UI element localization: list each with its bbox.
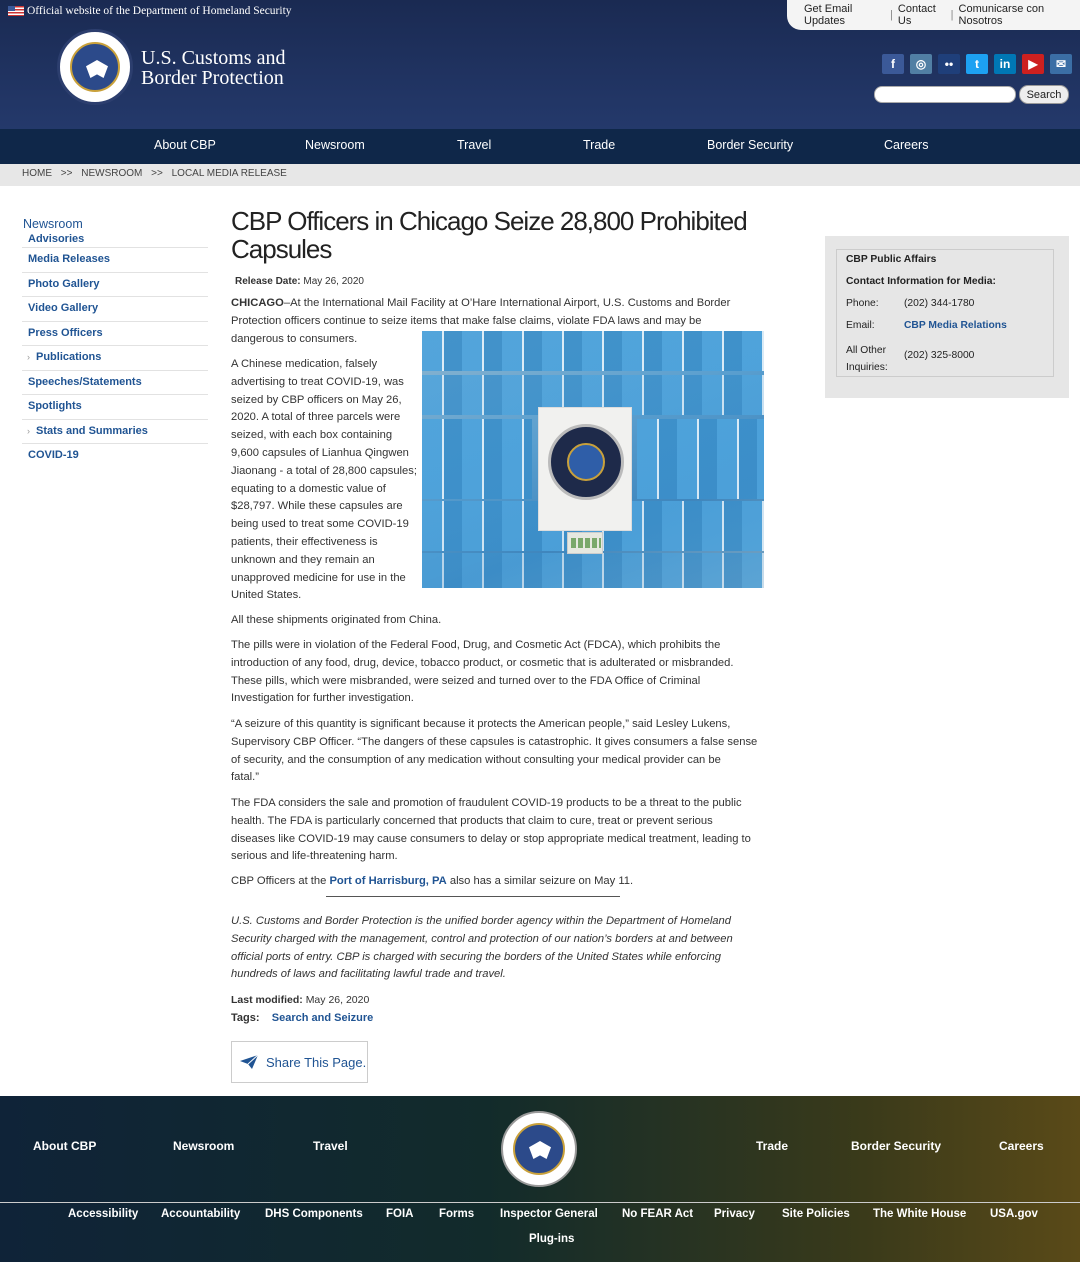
footer-nav-careers[interactable]: Careers [999, 1139, 1044, 1153]
footer-link-plug-ins[interactable]: Plug-ins [529, 1233, 575, 1245]
footer-link-foia[interactable]: FOIA [386, 1208, 414, 1220]
release-date: Release Date: May 26, 2020 [235, 276, 364, 287]
capsule-blister-pack [567, 532, 603, 554]
youtube-icon[interactable]: ▶ [1022, 54, 1044, 74]
footer-link-forms[interactable]: Forms [439, 1208, 475, 1220]
utility-links: Get Email Updates | Contact Us | Comunicarse con Nosotros [787, 0, 1080, 30]
eagle-icon [529, 1141, 551, 1159]
nav-trade[interactable]: Trade [583, 138, 616, 152]
official-banner-text: Official website of the Department of Homeland Security [27, 5, 292, 17]
footer-nav-border-security[interactable]: Border Security [851, 1139, 942, 1153]
cbp-field-operations-badge [538, 407, 632, 531]
phone-value: (202) 344-1780 [904, 298, 975, 309]
footer-link-usa-gov[interactable]: USA.gov [990, 1208, 1038, 1220]
site-brand[interactable] [141, 48, 285, 88]
article-lead: CHICAGO–At the International Mail Facility at O’Hare International Airport, U.S. Customs and Border Protection officers continue to seize items that make false claims, violate FDA laws and may be dangerous to consumers. [231, 297, 731, 345]
breadcrumb-current: LOCAL MEDIA RELEASE [171, 168, 287, 179]
nav-careers[interactable]: Careers [884, 138, 929, 152]
breadcrumb-separator: >> [151, 168, 163, 179]
nav-newsroom[interactable]: Newsroom [305, 138, 365, 152]
breadcrumb-separator: >> [60, 168, 73, 179]
contact-subheading: Contact Information for Media: [846, 276, 996, 287]
chevron-right-icon: › [27, 425, 30, 436]
main-nav [0, 129, 1080, 164]
sidebar-item-stats[interactable]: › Stats and Summaries [22, 420, 208, 445]
site-header [0, 0, 1080, 129]
page-title: CBP Officers in Chicago Seize 28,800 Prohibited Capsules [231, 206, 747, 264]
other-inquiries-value: (202) 325-8000 [904, 350, 975, 361]
footer-nav-travel[interactable]: Travel [313, 1139, 348, 1153]
footer-nav-trade[interactable]: Trade [756, 1139, 789, 1153]
footer-divider [0, 1202, 1080, 1203]
linkedin-icon[interactable]: in [994, 54, 1016, 74]
breadcrumb-home[interactable]: HOME [22, 168, 52, 179]
agency-boilerplate: U.S. Customs and Border Protection is the unified border agency within the Department of Homeland Security charged with the management, control and protection of our nation’s borders at and between official ports of entry. CBP is charged with securing the borders of the United States while enforcing hundreds of laws and facilitating lawful trade and travel. [231, 915, 733, 981]
nav-about-cbp[interactable]: About CBP [154, 138, 216, 152]
sidebar-item-publications[interactable]: › Publications [22, 346, 208, 371]
spanish-contact-link[interactable]: Comunicarse con Nosotros [958, 3, 1045, 27]
nav-border-security[interactable]: Border Security [707, 138, 794, 152]
dhs-seal-logo[interactable] [57, 29, 133, 105]
article-paragraph-5: The FDA considers the sale and promotion of fraudulent COVID-19 products to be a threat to the public health. The FDA is particularly concerned that products that claim to cure, treat or prevent serious diseases like COVID-19 may cause consumers to delay or stop appropriate medical treatment, leading to serious and life-threatening harm. [231, 797, 751, 863]
email-icon[interactable]: ✉ [1050, 54, 1072, 74]
sidebar-item-media-releases[interactable]: Media Releases [22, 248, 208, 273]
social-links [882, 54, 1072, 74]
last-modified: Last modified: May 26, 2020 [231, 994, 370, 1006]
article-paragraph-2: All these shipments originated from China. [231, 614, 442, 626]
footer-link-white-house[interactable]: The White House [873, 1208, 967, 1220]
article [231, 206, 761, 1070]
footer-link-no-fear-act[interactable]: No FEAR Act [622, 1208, 694, 1220]
footer-link-accountability[interactable]: Accountability [161, 1208, 241, 1220]
port-of-harrisburg-link[interactable]: Port of Harrisburg, PA [329, 875, 447, 887]
footer-link-accessibility[interactable]: Accessibility [68, 1208, 139, 1220]
sidebar-item-press-officers[interactable]: Press Officers [22, 322, 208, 347]
breadcrumb [0, 164, 1080, 186]
footer-link-privacy[interactable]: Privacy [714, 1208, 755, 1220]
breadcrumb-newsroom[interactable]: NEWSROOM [81, 168, 143, 179]
article-quote: “A seizure of this quantity is significant because it protects the American people,” said Lesley Lukens, Supervisory CBP Officer. “The dangers of these capsules is catastrophic. It gives consumers a false sense of security, and the consumption of any medication without consulting your medical provider can be fatal.” [231, 718, 758, 784]
flickr-icon[interactable]: •• [938, 54, 960, 74]
footer-nav-about[interactable]: About CBP [33, 1139, 97, 1153]
sidebar-item-advisories[interactable]: Advisories [22, 233, 208, 248]
sidebar-nav [22, 217, 208, 469]
article-paragraph-6: CBP Officers at the Port of Harrisburg, PA also has a similar seizure on May 11. [231, 875, 634, 887]
share-button[interactable]: Share This Page. [231, 1041, 368, 1083]
nav-travel[interactable]: Travel [457, 138, 492, 152]
sidebar-item-photo-gallery[interactable]: Photo Gallery [22, 273, 208, 298]
email-updates-link[interactable]: Get Email Updates [804, 3, 853, 27]
search-input[interactable] [874, 86, 1016, 103]
footer-link-inspector-general[interactable]: Inspector General [500, 1208, 598, 1220]
sidebar-item-spotlights[interactable]: Spotlights [22, 395, 208, 420]
sidebar-item-video-gallery[interactable]: Video Gallery [22, 297, 208, 322]
brand-line-1: U.S. Customs and [141, 47, 286, 69]
media-relations-link[interactable]: CBP Media Relations [904, 320, 1007, 331]
site-footer [0, 1096, 1080, 1262]
tag-search-and-seizure[interactable]: Search and Seizure [271, 1012, 374, 1024]
sidebar-title[interactable]: Newsroom [23, 217, 83, 231]
sidebar-item-covid[interactable]: COVID-19 [28, 449, 79, 461]
footer-link-dhs-components[interactable]: DHS Components [265, 1208, 363, 1220]
tags: Tags: Search and Seizure [231, 1012, 374, 1024]
chevron-right-icon: › [27, 352, 30, 362]
article-paragraph-1: A Chinese medication, falsely advertising to treat COVID-19, was seized by CBP officers on May 26, 2020. A total of three parcels were seized, with each box containing 9,600 capsules of Lianhua Qingwen Jiaonang - a total of 28,800 capsules; equating to a domestic value of $28,797. While these capsules are being used to treat some COVID-19 patients, their effectiveness is unknown and they remain an unapproved medicine for use in the United States. [231, 358, 417, 602]
contact-us-link[interactable]: Contact Us [897, 3, 936, 27]
footer-dhs-seal[interactable] [501, 1111, 577, 1187]
search-button[interactable]: Search [1019, 85, 1069, 104]
footer-link-site-policies[interactable]: Site Policies [782, 1208, 850, 1220]
paper-plane-icon [240, 1055, 258, 1069]
email-label: Email: [846, 320, 875, 331]
eagle-icon [86, 60, 108, 78]
divider [326, 896, 620, 897]
media-contact-box [825, 236, 1069, 398]
twitter-icon[interactable]: t [966, 54, 988, 74]
instagram-icon[interactable]: ◎ [910, 54, 932, 74]
article-paragraph-3: The pills were in violation of the Federal Food, Drug, and Cosmetic Act (FDCA), which prohibits the introduction of any food, drug, device, tobacco product, or cosmetic that is adulterated or misbranded. These pills, which were misbranded, were seized and turned over to the FDA Office of Criminal Investigation for further investigation. [231, 639, 734, 705]
other-inquiries-label: All Other Inquiries: [846, 345, 888, 373]
footer-nav-newsroom[interactable]: Newsroom [173, 1139, 235, 1153]
sidebar-item-speeches[interactable]: Speeches/Statements [22, 371, 208, 396]
facebook-icon[interactable]: f [882, 54, 904, 74]
seized-capsules-photo [422, 331, 764, 588]
phone-label: Phone: [846, 298, 879, 309]
us-flag-icon [8, 6, 24, 16]
official-banner [8, 5, 292, 17]
brand-line-2: Border Protection [141, 67, 284, 89]
contact-heading: CBP Public Affairs [846, 254, 937, 265]
